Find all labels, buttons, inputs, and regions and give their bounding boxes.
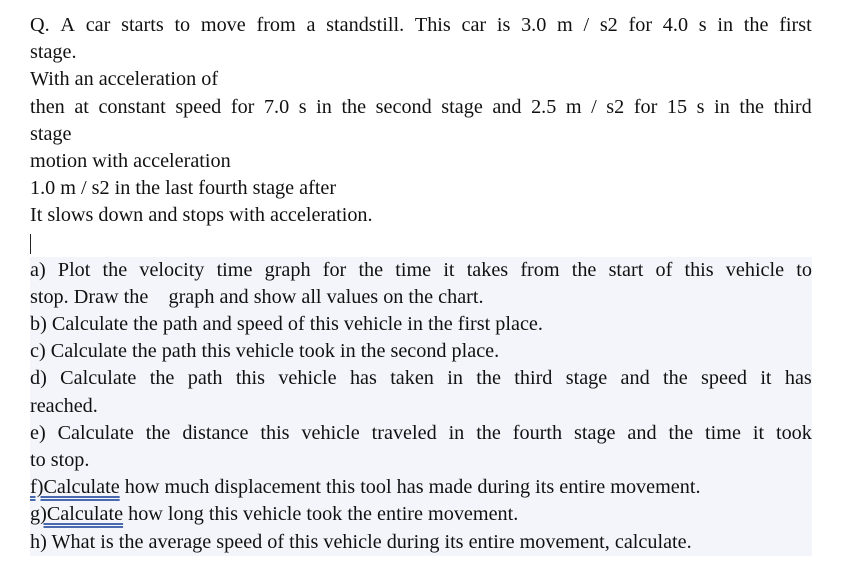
word: s bbox=[698, 14, 707, 36]
word: to bbox=[796, 258, 812, 281]
word: time bbox=[216, 258, 253, 281]
word: this bbox=[260, 421, 290, 444]
word: vehicle bbox=[725, 258, 785, 281]
word: and bbox=[620, 367, 650, 390]
question-line-4 bbox=[30, 94, 812, 121]
word: time bbox=[395, 258, 432, 281]
word: the bbox=[145, 421, 171, 444]
part-a-line-1 bbox=[30, 257, 812, 284]
word: a bbox=[306, 14, 316, 36]
word: for bbox=[628, 14, 653, 36]
word: in bbox=[717, 14, 734, 36]
question-line-6: motion with acceleration bbox=[30, 149, 231, 172]
part-d-line-2: reached. bbox=[30, 394, 98, 417]
word: distance bbox=[182, 421, 249, 444]
text-cursor bbox=[30, 234, 31, 254]
word: stage bbox=[441, 95, 483, 118]
part-a-line-2: stop. Draw the graph and show all values on the chart. bbox=[30, 285, 484, 308]
word: path bbox=[187, 367, 223, 390]
word: the bbox=[476, 367, 501, 390]
word: second bbox=[375, 95, 432, 118]
word: and bbox=[492, 95, 522, 118]
word: 7.0 bbox=[263, 95, 290, 118]
word: the bbox=[663, 367, 688, 390]
word: is bbox=[496, 14, 511, 36]
word: this bbox=[235, 367, 265, 390]
word: took bbox=[775, 421, 812, 444]
word: / bbox=[591, 95, 597, 118]
word: from bbox=[520, 258, 560, 281]
question-line-5: stage bbox=[30, 122, 72, 145]
word: stage bbox=[565, 367, 608, 390]
word: at bbox=[74, 95, 89, 118]
word: the bbox=[668, 421, 694, 444]
word: it bbox=[760, 367, 772, 390]
word: first bbox=[779, 14, 812, 36]
word: the bbox=[476, 421, 501, 444]
word: of bbox=[655, 258, 673, 281]
word: for bbox=[230, 95, 255, 118]
word: start bbox=[608, 258, 644, 281]
word: s bbox=[696, 95, 705, 118]
part-d-line-1 bbox=[30, 365, 812, 392]
word: Calculate bbox=[60, 367, 137, 390]
word: time bbox=[705, 421, 741, 444]
word: m bbox=[565, 95, 582, 118]
word: in bbox=[316, 95, 332, 118]
part-f-text: how much displacement this tool has made during its entire movement. bbox=[119, 476, 701, 499]
word: s bbox=[298, 95, 307, 118]
subquestions-block bbox=[30, 257, 812, 556]
part-g bbox=[30, 501, 812, 528]
word: speed bbox=[175, 95, 222, 118]
word: speed bbox=[701, 367, 747, 390]
word: vehicle bbox=[301, 421, 360, 444]
word: then bbox=[30, 95, 65, 118]
word: 15 bbox=[666, 95, 688, 118]
word: graph bbox=[264, 258, 311, 281]
word: the bbox=[743, 14, 769, 36]
word: standstill. bbox=[326, 14, 405, 36]
text-cursor-line[interactable] bbox=[30, 230, 812, 257]
word: the bbox=[358, 258, 384, 281]
word: stage bbox=[574, 421, 616, 444]
word: car bbox=[85, 14, 111, 36]
question-line-3: With an acceleration of bbox=[30, 68, 219, 91]
word: Calculate bbox=[57, 421, 134, 444]
word: 3.0 bbox=[521, 14, 547, 36]
question-block bbox=[30, 12, 812, 230]
word: from bbox=[256, 14, 296, 36]
word: / bbox=[583, 14, 590, 36]
word: s2 bbox=[599, 14, 618, 36]
word: in bbox=[714, 95, 730, 118]
part-h: h) What is the average speed of this vehicle during its entire movement, calculate. bbox=[30, 530, 692, 553]
part-e-line-1 bbox=[30, 420, 812, 447]
word: velocity bbox=[139, 258, 205, 281]
word: traveled bbox=[371, 421, 437, 444]
part-g-link[interactable]: g)Calculate bbox=[30, 503, 124, 526]
word: Plot bbox=[57, 258, 91, 281]
question-line-8: It slows down and stops with acceleration. bbox=[30, 204, 373, 227]
word: this bbox=[684, 258, 714, 281]
word: starts bbox=[121, 14, 164, 36]
word: it bbox=[443, 258, 455, 281]
word: 2.5 bbox=[531, 95, 557, 118]
word: third bbox=[514, 367, 553, 390]
word: the bbox=[149, 367, 175, 390]
word: for bbox=[322, 258, 347, 281]
part-c: c) Calculate the path this vehicle took in the second place. bbox=[30, 340, 500, 363]
word: vehicle bbox=[278, 367, 337, 390]
word: constant bbox=[98, 95, 166, 118]
word: and bbox=[627, 421, 657, 444]
question-line-2: stage. bbox=[30, 41, 77, 64]
word: a) bbox=[30, 258, 46, 281]
word: A bbox=[60, 14, 75, 36]
word: s2 bbox=[606, 95, 625, 118]
word: the bbox=[571, 258, 597, 281]
word: in bbox=[448, 421, 465, 444]
document-body bbox=[30, 12, 812, 556]
word: the bbox=[739, 95, 765, 118]
word: move bbox=[200, 14, 246, 36]
word: the bbox=[102, 258, 128, 281]
word: taken bbox=[390, 367, 434, 390]
part-f bbox=[30, 474, 812, 501]
part-b: b) Calculate the path and speed of this vehicle in the first place. bbox=[30, 313, 543, 336]
part-g-text: how long this vehicle took the entire movement. bbox=[123, 503, 519, 526]
word: for bbox=[633, 95, 658, 118]
word: 4.0 bbox=[662, 14, 689, 36]
word: m bbox=[557, 14, 573, 36]
word: e) bbox=[30, 421, 46, 444]
word: Q. bbox=[30, 14, 50, 36]
word: fourth bbox=[512, 421, 563, 444]
word: third bbox=[773, 95, 812, 118]
part-e-line-2: to stop. bbox=[30, 449, 90, 471]
word: This bbox=[414, 14, 451, 36]
question-line-1 bbox=[30, 12, 812, 39]
word: has bbox=[349, 367, 377, 390]
word: d) bbox=[30, 367, 47, 390]
part-f-link[interactable]: f)Calculate bbox=[30, 476, 120, 499]
word: takes bbox=[466, 258, 509, 281]
word: in bbox=[447, 367, 463, 390]
word: to bbox=[174, 14, 191, 36]
word: has bbox=[784, 367, 812, 390]
word: car bbox=[461, 14, 487, 36]
question-line-7: 1.0 m / s2 in the last fourth stage after bbox=[30, 177, 337, 200]
word: it bbox=[752, 421, 765, 444]
word: the bbox=[341, 95, 367, 118]
